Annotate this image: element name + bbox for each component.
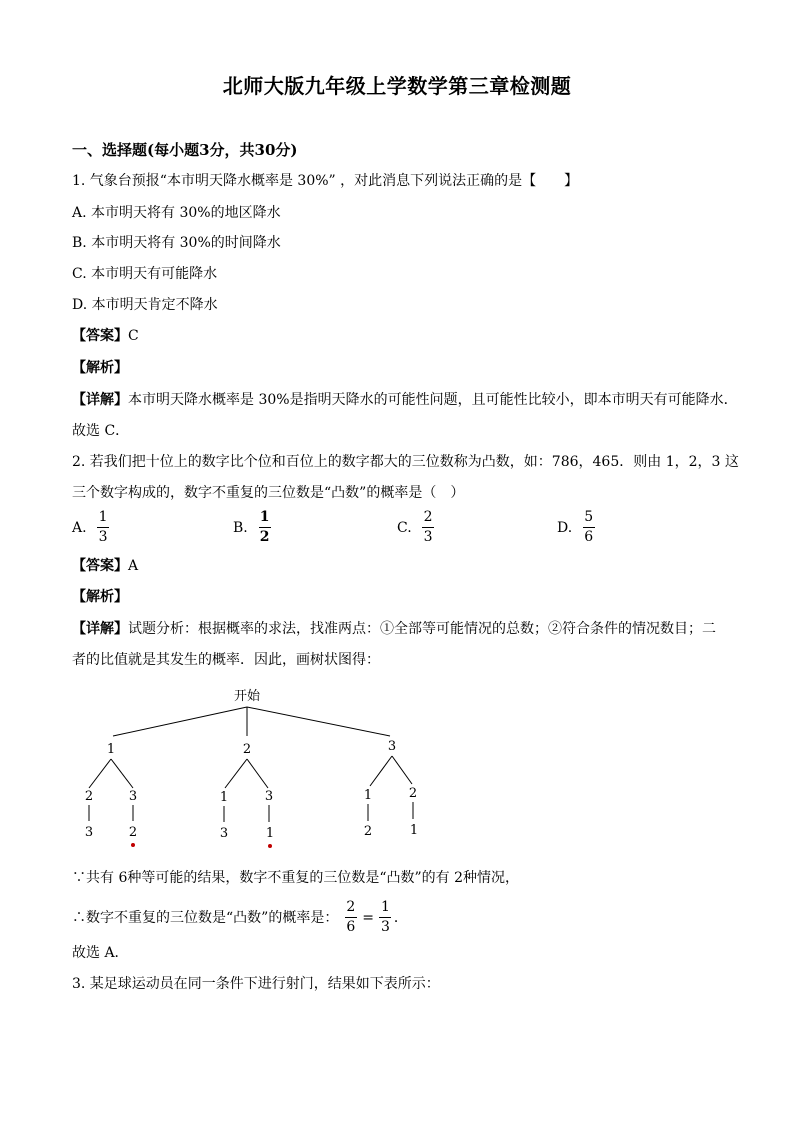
q3-stem: 3. 某足球运动员在同一条件下进行射门，结果如下表所示： bbox=[72, 976, 440, 992]
option-fraction bbox=[258, 509, 272, 546]
answer-tag: 【答案】 bbox=[72, 558, 128, 574]
detail-tag: 【详解】 bbox=[72, 392, 128, 408]
numerator: 2 bbox=[346, 899, 356, 915]
q1-analysis-tag: 【解析】 bbox=[72, 360, 128, 376]
prob-prefix: ∴数字不重复的三位数是“凸数”的概率是： bbox=[72, 909, 339, 926]
q2-stem-line1: 2. 若我们把十位上的数字比个位和百位上的数字都大的三位数称为凸数，如：786，465．则由 1，2，3 这 bbox=[72, 454, 739, 470]
q1-option-a: A. 本市明天将有 30%的地区降水 bbox=[72, 205, 281, 221]
q2-detail-line1 bbox=[72, 620, 716, 638]
q2-probability-line bbox=[72, 899, 408, 936]
answer-tag: 【答案】 bbox=[72, 328, 128, 344]
detail-text: 本市明天降水概率是 30%是指明天降水的可能性问题，且可能性比较小，即本市明天有可能降水． bbox=[128, 392, 738, 408]
tree-edge bbox=[225, 759, 247, 788]
denominator: 6 bbox=[584, 529, 594, 545]
q2-option-c bbox=[397, 509, 437, 546]
q1-stem: 1. 气象台预报“本市明天降水概率是 30%” ，对此消息下列说法正确的是【 】 bbox=[72, 173, 579, 189]
tree-node-level3: 2 bbox=[128, 825, 138, 840]
denominator: 3 bbox=[98, 529, 108, 545]
tree-edge bbox=[392, 756, 412, 784]
denominator: 6 bbox=[346, 919, 356, 935]
tree-node-level2: 1 bbox=[219, 790, 229, 805]
prob-end: ． bbox=[393, 909, 408, 926]
q2-conclusion: 故选 A． bbox=[72, 945, 129, 961]
numerator: 1 bbox=[380, 899, 390, 915]
q1-answer bbox=[72, 327, 139, 345]
tree-edge bbox=[113, 707, 247, 736]
q2-option-b bbox=[233, 509, 274, 546]
tree-node-level1: 1 bbox=[106, 742, 116, 757]
denominator: 3 bbox=[380, 919, 390, 935]
option-label: D. bbox=[557, 519, 573, 536]
probability-tree-diagram bbox=[0, 680, 794, 855]
tree-root-label: 开始 bbox=[233, 689, 261, 704]
numerator: 1 bbox=[98, 509, 108, 525]
numerator: 2 bbox=[423, 509, 433, 525]
tree-node-level2: 2 bbox=[408, 786, 418, 801]
tree-node-level1: 3 bbox=[387, 739, 397, 754]
option-label: C. bbox=[397, 519, 412, 536]
option-label: A. bbox=[72, 519, 87, 536]
q1-conclusion: 故选 C． bbox=[72, 423, 130, 439]
q1-option-d: D. 本市明天肯定不降水 bbox=[72, 297, 218, 313]
tree-edge bbox=[111, 759, 133, 788]
q2-stem-line2: 三个数字构成的，数字不重复的三位数是“凸数”的概率是（ ） bbox=[72, 485, 465, 501]
tree-node-level3: 3 bbox=[219, 826, 229, 841]
denominator: 2 bbox=[259, 529, 270, 545]
tree-node-level3: 2 bbox=[363, 824, 373, 839]
tree-node-level1: 2 bbox=[242, 742, 252, 757]
q2-option-a bbox=[72, 509, 111, 546]
detail-tag: 【详解】 bbox=[72, 621, 128, 637]
q2-detail-line2: 者的比值就是其发生的概率．因此，画树状图得： bbox=[72, 652, 380, 668]
answer-value: C bbox=[128, 328, 139, 344]
tree-node-level2: 3 bbox=[264, 789, 274, 804]
q2-answer bbox=[72, 557, 138, 575]
tree-node-level3: 1 bbox=[409, 823, 419, 838]
q1-detail bbox=[72, 391, 738, 409]
convex-mark-dot bbox=[131, 843, 135, 847]
prob-equals: = bbox=[362, 909, 374, 926]
option-fraction bbox=[97, 509, 110, 546]
tree-node-level3: 1 bbox=[265, 826, 275, 841]
option-label: B. bbox=[233, 519, 248, 536]
option-fraction bbox=[422, 509, 435, 546]
tree-node-level2: 1 bbox=[363, 788, 373, 803]
option-fraction bbox=[582, 509, 595, 546]
tree-node-level2: 3 bbox=[128, 789, 138, 804]
q2-analysis-tag: 【解析】 bbox=[72, 589, 128, 605]
q1-option-b: B. 本市明天将有 30%的时间降水 bbox=[72, 235, 281, 251]
numerator: 1 bbox=[259, 509, 270, 525]
page-title: 北师大版九年级上学数学第三章检测题 bbox=[222, 74, 572, 98]
q2-option-d bbox=[557, 509, 597, 546]
q1-option-c: C. 本市明天有可能降水 bbox=[72, 266, 218, 282]
tree-edge bbox=[247, 759, 268, 788]
convex-mark-dot bbox=[268, 844, 272, 848]
answer-value: A bbox=[128, 558, 139, 574]
detail-text: 试题分析：根据概率的求法，找准两点：①全部等可能情况的总数；②符合条件的情况数目；二 bbox=[128, 621, 716, 637]
prob-fraction-1 bbox=[344, 899, 357, 936]
q2-result-line: ∵共有 6种等可能的结果，数字不重复的三位数是“凸数”的有 2种情况， bbox=[72, 870, 520, 886]
prob-fraction-2 bbox=[379, 899, 392, 936]
tree-node-level3: 3 bbox=[84, 825, 94, 840]
tree-edge bbox=[89, 759, 111, 788]
tree-edge bbox=[247, 707, 390, 736]
denominator: 3 bbox=[423, 529, 433, 545]
numerator: 5 bbox=[584, 509, 594, 525]
tree-edge bbox=[370, 756, 392, 786]
tree-node-level2: 2 bbox=[84, 789, 94, 804]
section-heading: 一、选择题(每小题3分，共30分) bbox=[72, 141, 298, 159]
